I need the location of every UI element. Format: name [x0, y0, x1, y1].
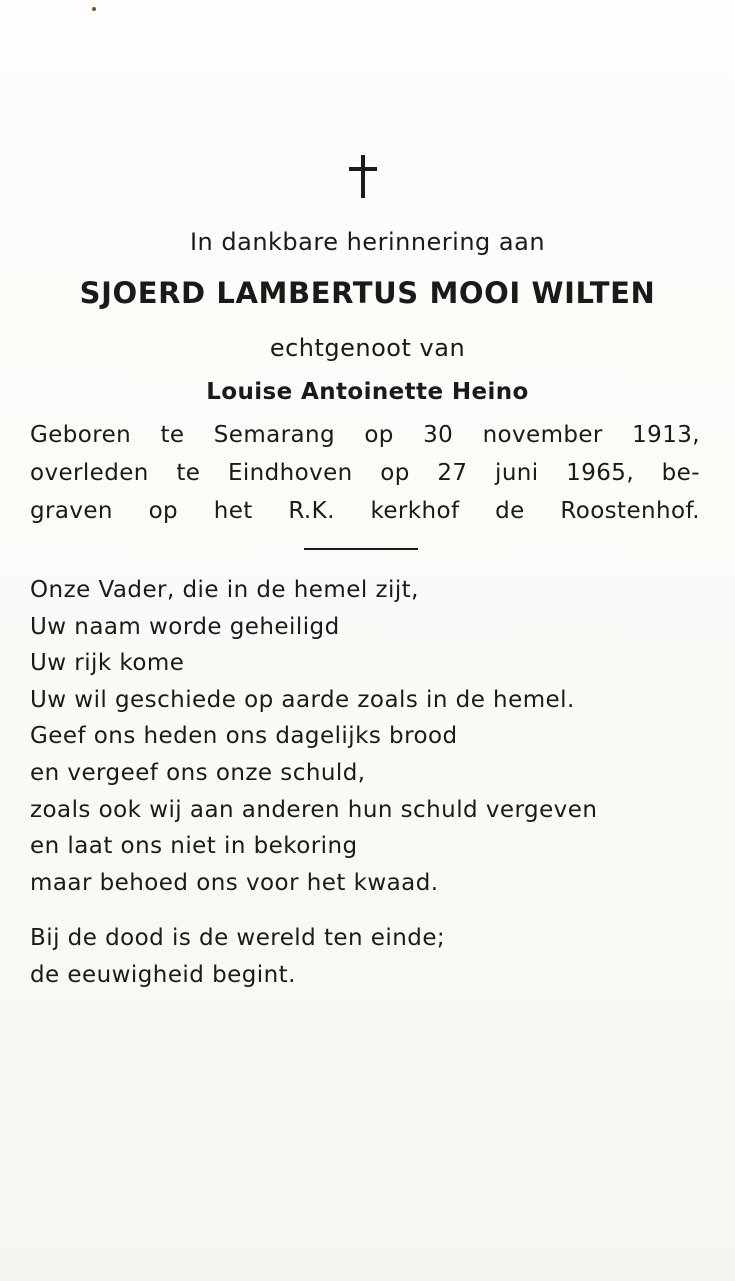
spouse-label: echtgenoot van [269, 334, 466, 362]
spouse-name: Louise Antoinette Heino [206, 379, 529, 405]
closing-verse [30, 920, 445, 993]
prayer-line: Uw wil geschiede op aarde zoals in de hemel. [30, 686, 575, 713]
divider-line [304, 548, 418, 550]
prayer-line: Uw naam worde geheiligd [30, 613, 340, 640]
prayer-line: en vergeef ons onze schuld, [30, 759, 366, 786]
paper-speck [92, 7, 96, 11]
prayer-line: en laat ons niet in bekoring [30, 833, 358, 860]
prayer-line: maar behoed ons voor het kwaad. [30, 869, 439, 896]
lords-prayer [30, 572, 597, 901]
deceased-name: SJOERD LAMBERTUS MOOI WILTEN [79, 276, 656, 310]
closing-line: Bij de dood is de wereld ten einde; [30, 925, 446, 951]
closing-line: de eeuwigheid begint. [30, 961, 296, 988]
bio-line-1: Geboren te Semarang op 30 november 1913, [30, 422, 700, 448]
prayer-line: zoals ook wij aan anderen hun schuld vergeven [30, 796, 598, 823]
cross-icon [348, 155, 378, 199]
prayer-line: Onze Vader, die in de hemel zijt, [30, 577, 419, 603]
prayer-line: Uw rijk kome [30, 650, 185, 677]
bio-line-3: graven op het R.K. kerkhof de Roostenhof. [30, 498, 700, 524]
prayer-line: Geef ons heden ons dagelijks brood [30, 723, 458, 750]
bio-line-2: overleden te Eindhoven op 27 juni 1965, be- [30, 460, 700, 486]
intro-text: In dankbare herinnering aan [189, 228, 546, 256]
